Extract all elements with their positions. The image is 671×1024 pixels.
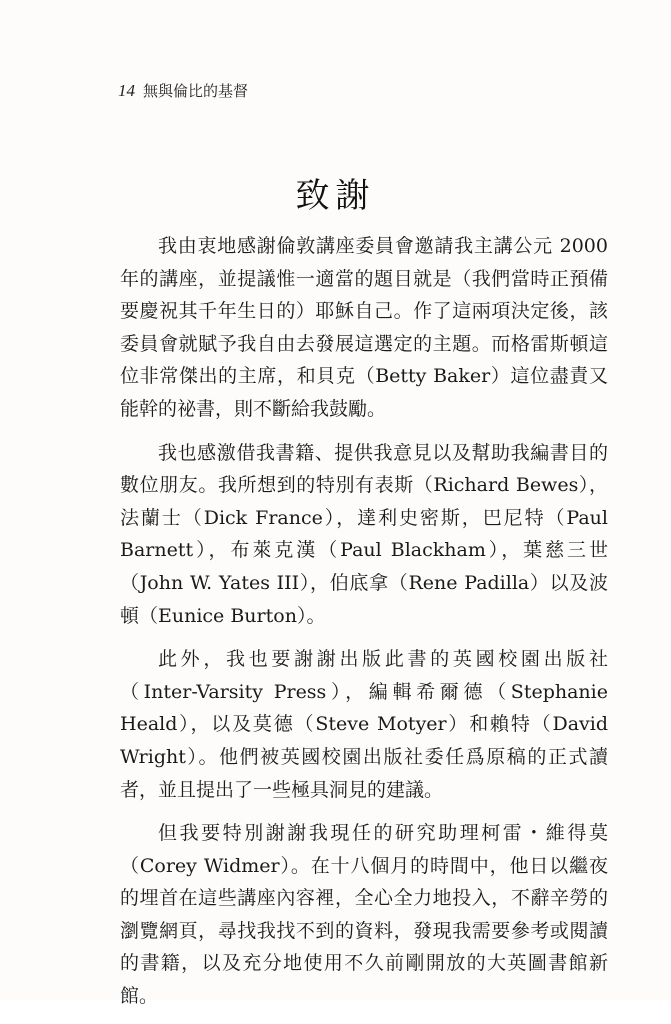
paragraph: 我由衷地感謝倫敦講座委員會邀請我主講公元 2000 年的講座，並提議惟一適當的題目就是（我們當時正預備要慶祝其千年生日的）耶穌自己。作了這兩項決定後，該委員會就賦予我自由去發展這選定的主題。而格雷斯頓這位非常傑出的主席，和貝克（Betty Baker）這位盡責又能幹的祕書，則不斷給我鼓勵。: [120, 235, 608, 420]
paragraph: 但我要特別謝謝我現任的研究助理柯雷・維得莫（Corey Widmer）。在十八個月的時間中，他日以繼夜的埋首在這些講座內容裡，全心全力地投入，不辭辛勞的瀏覽網頁，尋找我找不到的資料，發現我需要參考或閱讀的書籍，以及充分地使用不久前剛開放的大英圖書館新館。: [120, 822, 608, 1008]
running-head: [118, 80, 248, 101]
book-title: 無與倫比的基督: [143, 82, 249, 100]
page-number: 14: [118, 81, 135, 100]
paragraph: 此外，我也要謝謝出版此書的英國校園出版社（Inter-Varsity Press），編輯希爾德（Stephanie Heald），以及莫德（Steve Motyer）和賴特（David Wright）。他們被英國校園出版社委任爲原稿的正式讀者，並且提出了一些極具洞見的建議。: [120, 648, 608, 801]
chapter-title: 致謝: [295, 176, 376, 216]
body-text: [120, 230, 608, 1024]
paragraph: 我也感激借我書籍、提供我意見以及幫助我編書目的數位朋友。我所想到的特別有表斯（Richard Bewes），法蘭士（Dick France），達利史密斯，巴尼特（Paul Barnett），布萊克漢（Paul Blackham），葉慈三世（John W. Yates III），伯底拿（Rene Padilla）以及波頓（Eunice Burton）。: [120, 441, 608, 627]
